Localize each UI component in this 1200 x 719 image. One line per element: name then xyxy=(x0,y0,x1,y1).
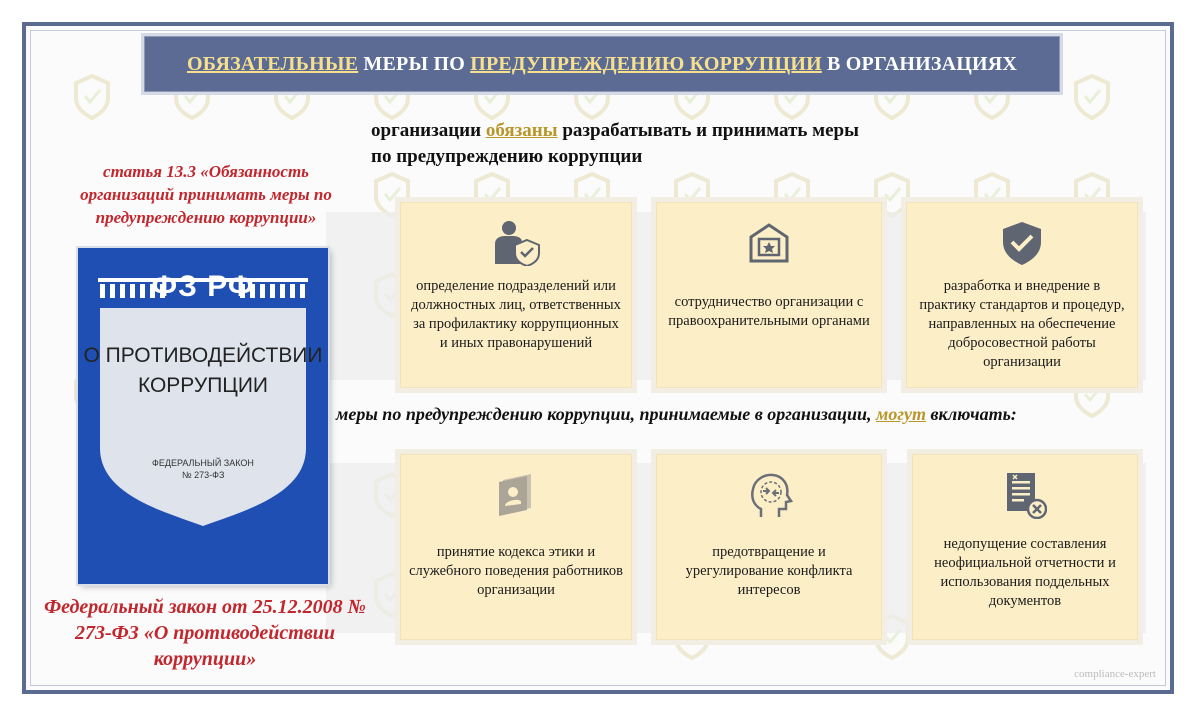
section2-may: могут xyxy=(876,404,926,424)
section2-text-c: включать: xyxy=(925,404,1017,424)
mandatory-card-1-text: определение подразделений или должностных лиц, ответственных за профилактику коррупционных и иных правонарушений xyxy=(411,278,621,351)
police-badge-icon xyxy=(743,217,795,269)
mandatory-card-standards xyxy=(906,202,1138,388)
title-part-organizations: В ОРГАНИЗАЦИЯХ xyxy=(821,52,1018,75)
optional-card-conflict-of-interest xyxy=(656,454,882,640)
book-shield-shape xyxy=(100,308,306,526)
document-reject-icon xyxy=(999,469,1051,521)
page-title xyxy=(144,36,1060,92)
optional-card-2-text: предотвращение и урегулирование конфликта интересов xyxy=(685,544,853,598)
section2-text-a: меры по предупреждению коррупции, принимаемые в организации, xyxy=(336,404,876,424)
title-part-mandatory: ОБЯЗАТЕЛЬНЫЕ xyxy=(186,52,359,75)
mandatory-card-responsible-persons xyxy=(400,202,632,388)
book-title-line2: КОРРУПЦИИ xyxy=(137,374,269,397)
infographic-frame xyxy=(22,22,1174,694)
subhead-obliged: обязаны xyxy=(485,120,558,141)
mandatory-card-3-text: разработка и внедрение в практику стандартов и процедур, направленных на обеспечение добросовестной работы организации xyxy=(919,278,1125,370)
book-header-text: ФЗ РФ xyxy=(151,270,255,303)
person-shield-icon xyxy=(490,217,542,269)
title-part-measures: МЕРЫ ПО xyxy=(358,52,471,75)
optional-card-unofficial-reporting xyxy=(912,454,1138,640)
subhead-text-c: разрабатывать и принимать меры xyxy=(557,120,859,141)
watermark: compliance-expert xyxy=(1074,668,1156,680)
optional-card-3-text: недопущение составления неофициальной отчетности и использования поддельных документов xyxy=(934,536,1116,609)
book-sub-line2: № 273-ФЗ xyxy=(182,470,225,480)
shield-check-icon xyxy=(996,217,1048,269)
article-caption: статья 13.3 «Обязанность организаций принимать меры по предупреждению коррупции» xyxy=(80,162,332,227)
federal-law-caption: Федеральный закон от 25.12.2008 № 273-ФЗ «О противодействии коррупции» xyxy=(44,596,366,670)
law-book-cover xyxy=(78,248,328,584)
ethics-code-icon xyxy=(490,469,542,521)
subhead-text-a: организации xyxy=(371,120,486,141)
optional-measures-heading xyxy=(336,404,1017,425)
book-title-line1: О ПРОТИВОДЕЙСТВИИ xyxy=(83,344,323,367)
optional-card-ethics-code xyxy=(400,454,632,640)
optional-card-1-text: принятие кодекса этики и служебного поведения работников организации xyxy=(409,544,623,598)
title-part-prevention: ПРЕДУПРЕЖДЕНИЮ КОРРУПЦИИ xyxy=(470,52,822,75)
book-sub-line1: ФЕДЕРАЛЬНЫЙ ЗАКОН xyxy=(152,458,254,468)
subhead-line2: по предупреждению коррупции xyxy=(371,146,643,167)
mandatory-subheading xyxy=(371,118,859,170)
mandatory-card-2-text: сотрудничество организации с правоохранительными органами xyxy=(668,294,870,329)
mandatory-card-law-enforcement xyxy=(656,202,882,388)
head-conflict-icon xyxy=(743,469,795,521)
